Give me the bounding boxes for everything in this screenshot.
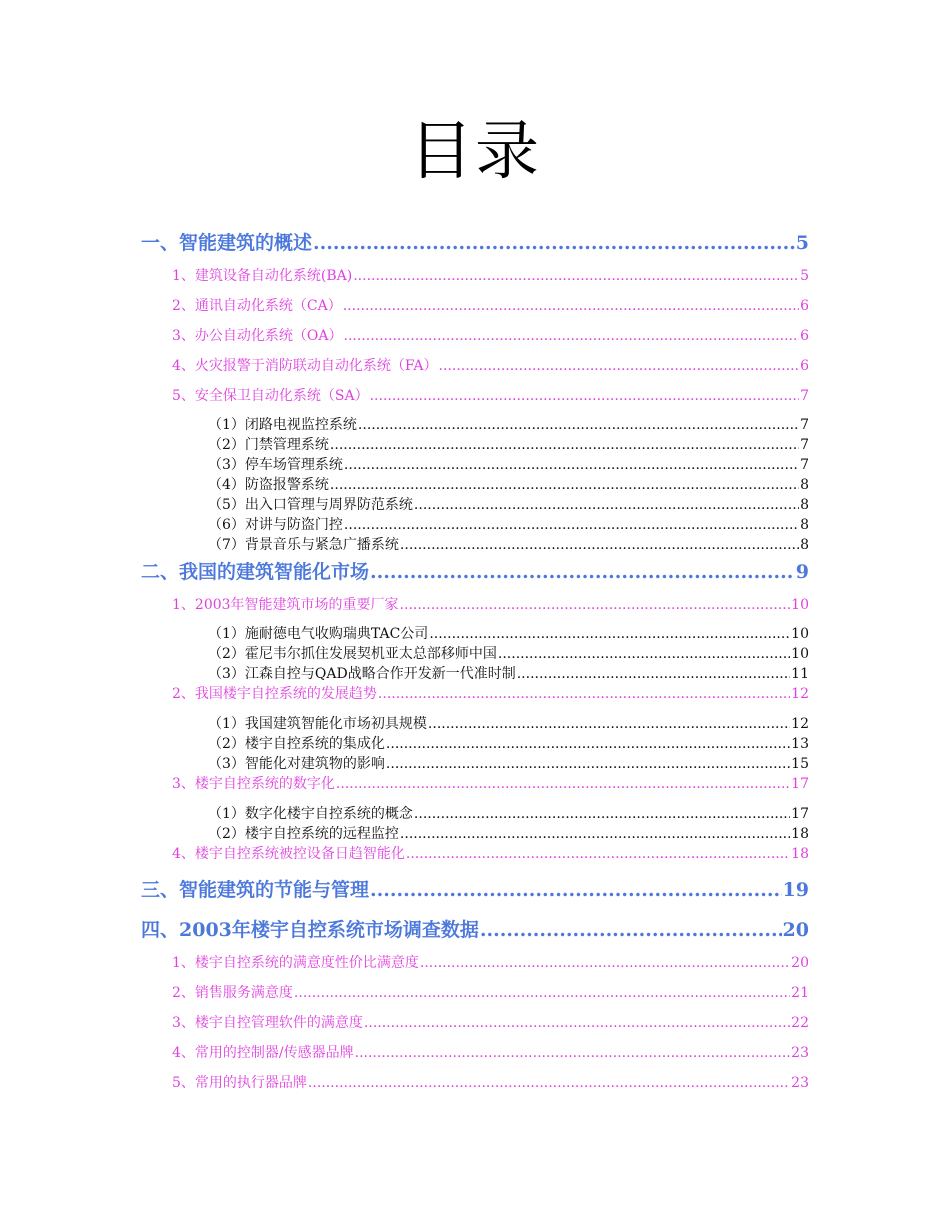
toc-entry-level-2[interactable]: [172, 295, 809, 315]
toc-dot-leader: [386, 736, 790, 752]
toc-entry-label: 5、安全保卫自动化系统（SA）: [172, 388, 369, 404]
toc-entry-label: 5、常用的执行器品牌: [172, 1075, 307, 1091]
toc-dot-leader: [344, 328, 800, 344]
toc-dot-leader: [400, 597, 791, 613]
toc-dot-leader: [370, 879, 782, 901]
toc-entry-page-number: 8: [800, 477, 809, 493]
toc-entry-label: 3、办公自动化系统（OA）: [172, 328, 343, 344]
toc-entry-level-1[interactable]: [141, 557, 809, 584]
toc-dot-leader: [330, 477, 799, 493]
toc-entry-page-number: 11: [791, 666, 809, 682]
toc-entry-level-2[interactable]: [172, 594, 809, 614]
toc-entry-label: （1）闭路电视监控系统: [208, 417, 357, 433]
toc-entry-level-2[interactable]: [172, 773, 809, 793]
toc-entry-level-2[interactable]: [172, 1072, 809, 1092]
toc-dot-leader: [313, 232, 795, 254]
toc-entry-label: （2）楼宇自控系统的集成化: [208, 736, 385, 752]
toc-dot-leader: [400, 537, 799, 553]
toc-entry-level-3[interactable]: [208, 733, 809, 753]
toc-entry-level-3[interactable]: [208, 534, 809, 554]
toc-dot-leader: [400, 826, 790, 842]
toc-entry-page-number: 7: [800, 437, 809, 453]
toc-entry-level-3[interactable]: [208, 643, 809, 663]
toc-entry-label: 4、火灾报警于消防联动自动化系统（FA）: [172, 358, 438, 374]
toc-entry-page-number: 8: [800, 497, 809, 513]
toc-entry-label: 三、智能建筑的节能与管理: [141, 879, 370, 901]
toc-dot-leader: [439, 358, 800, 374]
toc-dot-leader: [386, 756, 790, 772]
toc-entry-label: 四、2003年楼宇自控系统市场调查数据: [141, 919, 479, 941]
toc-entry-level-2[interactable]: [172, 355, 809, 375]
toc-entry-level-2[interactable]: [172, 683, 809, 703]
toc-entry-label: （4）防盗报警系统: [208, 477, 329, 493]
toc-dot-leader: [355, 1045, 791, 1061]
toc-entry-level-2[interactable]: [172, 952, 809, 972]
toc-entry-label: 3、楼宇自控管理软件的满意度: [172, 1015, 363, 1031]
toc-entry-page-number: 23: [791, 1075, 809, 1091]
toc-entry-level-3[interactable]: [208, 803, 809, 823]
toc-entry-page-number: 20: [782, 919, 809, 941]
toc-dot-leader: [364, 1015, 790, 1031]
toc-dot-leader: [343, 298, 799, 314]
toc-dot-leader: [294, 985, 790, 1001]
toc-dot-leader: [378, 686, 790, 702]
toc-entry-label: （7）背景音乐与紧急广播系统: [208, 537, 399, 553]
toc-entry-level-2[interactable]: [172, 325, 809, 345]
toc-entry-level-3[interactable]: [208, 414, 809, 434]
toc-dot-leader: [480, 919, 782, 941]
toc-entry-label: 1、楼宇自控系统的满意度性价比满意度: [172, 955, 419, 971]
toc-entry-label: （2）门禁管理系统: [208, 437, 329, 453]
toc-entry-level-1[interactable]: [141, 228, 809, 255]
toc-entry-level-3[interactable]: [208, 713, 809, 733]
toc-entry-level-2[interactable]: [172, 385, 809, 405]
toc-entry-level-2[interactable]: [172, 982, 809, 1002]
toc-entry-page-number: 9: [795, 561, 809, 583]
toc-entry-label: 2、通讯自动化系统（CA）: [172, 298, 342, 314]
toc-entry-label: 1、2003年智能建筑市场的重要厂家: [172, 597, 399, 613]
toc-entry-level-3[interactable]: [208, 823, 809, 843]
toc-entry-label: （1）施耐德电气收购瑞典TAC公司: [208, 626, 429, 642]
toc-entry-page-number: 17: [791, 776, 809, 792]
toc-entry-page-number: 7: [800, 457, 809, 473]
toc-dot-leader: [370, 561, 795, 583]
toc-entry-page-number: 10: [791, 646, 809, 662]
toc-entry-label: 1、建筑设备自动化系统(BA): [172, 268, 353, 284]
toc-entry-page-number: 22: [791, 1015, 809, 1031]
toc-entry-level-3[interactable]: [208, 454, 809, 474]
toc-entry-label: 4、楼宇自控系统被控设备日趋智能化: [172, 846, 405, 862]
toc-entry-page-number: 5: [800, 268, 809, 284]
toc-entry-label: （5）出入口管理与周界防范系统: [208, 497, 413, 513]
toc-entry-page-number: 8: [800, 517, 809, 533]
toc-dot-leader: [370, 388, 799, 404]
toc-entry-label: 3、楼宇自控系统的数字化: [172, 776, 335, 792]
toc-entry-page-number: 23: [791, 1045, 809, 1061]
toc-entry-page-number: 17: [791, 806, 809, 822]
toc-dot-leader: [308, 1075, 790, 1091]
toc-entry-level-3[interactable]: [208, 623, 809, 643]
toc-entry-level-2[interactable]: [172, 265, 809, 285]
toc-entry-page-number: 7: [800, 417, 809, 433]
toc-entry-label: （1）我国建筑智能化市场初具规模: [208, 716, 427, 732]
toc-entry-page-number: 6: [800, 298, 809, 314]
toc-entry-label: 2、销售服务满意度: [172, 985, 293, 1001]
toc-entry-level-1[interactable]: [141, 915, 809, 942]
toc-entry-page-number: 18: [791, 846, 809, 862]
toc-dot-leader: [517, 666, 790, 682]
toc-entry-label: （1）数字化楼宇自控系统的概念: [208, 806, 413, 822]
toc-entry-label: （2）楼宇自控系统的远程监控: [208, 826, 399, 842]
toc-entry-level-3[interactable]: [208, 474, 809, 494]
toc-dot-leader: [429, 626, 790, 642]
toc-entry-label: （2）霍尼韦尔抓住发展契机亚太总部移师中国: [208, 646, 497, 662]
toc-entry-level-1[interactable]: [141, 875, 809, 902]
toc-dot-leader: [336, 776, 790, 792]
toc-dot-leader: [344, 517, 799, 533]
toc-entry-label: 4、常用的控制器/传感器品牌: [172, 1045, 354, 1061]
toc-entry-page-number: 10: [791, 597, 809, 613]
toc-dot-leader: [406, 846, 790, 862]
toc-entry-page-number: 6: [800, 358, 809, 374]
toc-entry-page-number: 15: [791, 756, 809, 772]
toc-entry-page-number: 20: [791, 955, 809, 971]
toc-entry-level-3[interactable]: [208, 753, 809, 773]
toc-entry-level-2[interactable]: [172, 1042, 809, 1062]
toc-dot-leader: [414, 806, 790, 822]
toc-dot-leader: [428, 716, 790, 732]
toc-entry-page-number: 13: [791, 736, 809, 752]
toc-dot-leader: [498, 646, 790, 662]
toc-entry-level-3[interactable]: [208, 494, 809, 514]
toc-entry-page-number: 8: [800, 537, 809, 553]
toc-entry-level-2[interactable]: [172, 843, 809, 863]
page-title: 目录: [409, 115, 541, 189]
toc-entry-label: （3）江森自控与QAD战略合作开发新一代准时制: [208, 666, 516, 682]
toc-entry-level-2[interactable]: [172, 1012, 809, 1032]
toc-dot-leader: [414, 497, 799, 513]
toc-entry-page-number: 19: [782, 879, 809, 901]
toc-entry-level-3[interactable]: [208, 663, 809, 683]
toc-entry-page-number: 12: [791, 686, 809, 702]
toc-dot-leader: [353, 268, 799, 284]
toc-entry-level-3[interactable]: [208, 434, 809, 454]
toc-entry-label: 一、智能建筑的概述: [141, 232, 313, 254]
toc-entry-label: （3）智能化对建筑物的影响: [208, 756, 385, 772]
toc-entry-page-number: 12: [791, 716, 809, 732]
toc-entry-level-3[interactable]: [208, 514, 809, 534]
toc-dot-leader: [344, 457, 799, 473]
toc-entry-page-number: 21: [791, 985, 809, 1001]
toc-entry-page-number: 7: [800, 388, 809, 404]
toc-dot-leader: [358, 417, 799, 433]
toc-entry-page-number: 18: [791, 826, 809, 842]
toc-dot-leader: [420, 955, 790, 971]
toc-entry-label: 2、我国楼宇自控系统的发展趋势: [172, 686, 377, 702]
toc-entry-label: 二、我国的建筑智能化市场: [141, 561, 370, 583]
toc-entry-page-number: 10: [791, 626, 809, 642]
toc-dot-leader: [330, 437, 799, 453]
toc-entry-label: （6）对讲与防盗门控: [208, 517, 343, 533]
toc-entry-label: （3）停车场管理系统: [208, 457, 343, 473]
toc-entry-page-number: 5: [795, 232, 809, 254]
toc-entry-page-number: 6: [800, 328, 809, 344]
